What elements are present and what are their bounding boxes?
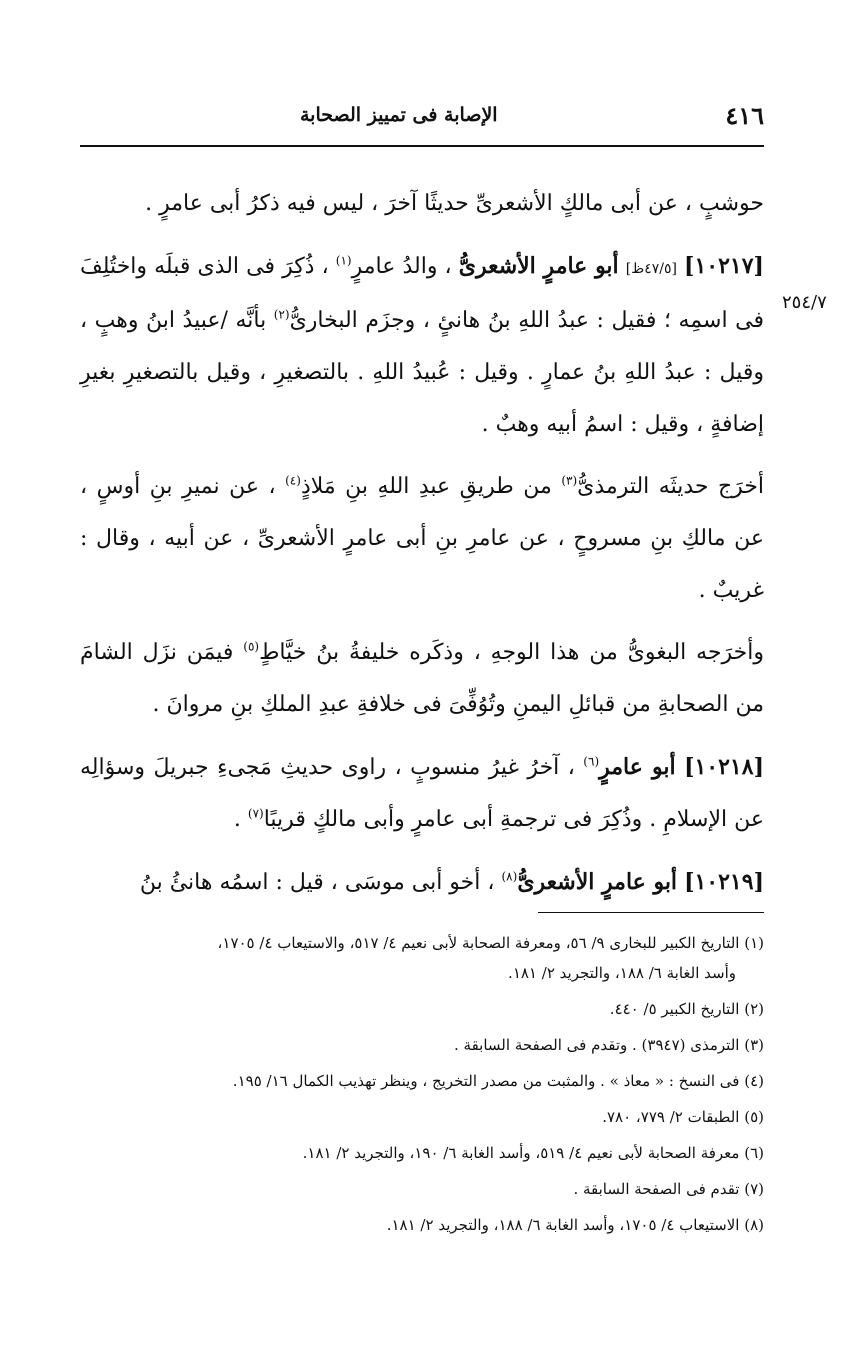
- footnotes: [80, 928, 764, 1246]
- paragraph-text: ، ذُكِرَ فى الذى قبلَه واختُلِفَ فى اسمِه ؛ فقيل : عبدُ اللهِ بنُ هانئٍ ، وجزَم البخارىُّ: [80, 254, 764, 333]
- entry-number: [١٠٢١٩]: [684, 869, 764, 895]
- paragraph-text: حوشبٍ ، عن أبى مالكٍ الأشعرىِّ حديثًا آخرَ ، ليس فيه ذكرُ أبى عامرٍ .: [145, 191, 764, 216]
- footnote: [80, 1174, 764, 1204]
- paragraph-text: .: [233, 807, 241, 832]
- footnote-text: (١) التاريخ الكبير للبخارى ٩/ ٥٦، ومعرفة الصحابة لأبى نعيم ٤/ ٥١٧، والاستيعاب ٤/ ١٧٠٥،: [217, 934, 764, 952]
- main-text: [80, 178, 764, 919]
- paragraph: [80, 627, 764, 731]
- footnote-marker: (٨): [501, 869, 518, 884]
- footnote: [80, 1138, 764, 1168]
- entry-name: أبو عامرٍ الأشعرىُّ: [458, 253, 619, 279]
- entry-name: أبو عامرٍ: [599, 754, 676, 780]
- entry-name: أبو عامرٍ الأشعرىُّ: [517, 869, 678, 895]
- paragraph-text: أخرَج حديثَه الترمذىُّ: [577, 474, 765, 499]
- entry-number: [١٠٢١٧]: [684, 253, 764, 279]
- paragraph-text: وأخرَجه البغوىُّ من هذا الوجهِ ، وذكَره خليفةُ بنُ خيَّاطٍ: [259, 640, 765, 665]
- footnote-text: (٥) الطبقات ٢/ ٧٧٩، ٧٨٠.: [602, 1108, 764, 1126]
- page-header: [80, 98, 764, 132]
- page-number: ٤١٦: [725, 100, 764, 130]
- footnote: [80, 1066, 764, 1096]
- footnote: [80, 994, 764, 1024]
- folio-reference: [٤٧/٥ظ]: [625, 261, 677, 277]
- footnote-marker: (٣): [561, 473, 578, 488]
- paragraph-text: ، أخو أبى موسَى ، قيل : اسمُه هانئُ بنُ: [139, 870, 495, 895]
- footnote-marker: (٢): [273, 307, 290, 322]
- footnote-text: (٦) معرفة الصحابة لأبى نعيم ٤/ ٥١٩، وأسد الغابة ٦/ ١٩٠، والتجريد ٢/ ١٨١.: [302, 1144, 764, 1162]
- paragraph-text: من طريقِ عبدِ اللهِ بنِ مَلاذٍ: [300, 474, 552, 499]
- paragraph-text: ، والدُ عامرٍ: [351, 254, 452, 279]
- entry-paragraph: [80, 856, 764, 909]
- footnote: [80, 928, 764, 988]
- header-rule: [80, 145, 764, 147]
- paragraph-text: فيمَن نزَل الشامَ من الصحابةِ من قبائلِ اليمنِ وتُوُفِّىَ فى خلافةِ عبدِ الملكِ بنِ مروانَ .: [80, 640, 764, 717]
- footnote-marker: (٧): [247, 806, 264, 821]
- footnote-text: (٢) التاريخ الكبير ٥/ ٤٤٠.: [609, 1000, 764, 1018]
- entry-paragraph: [80, 240, 764, 451]
- paragraph: [80, 178, 764, 230]
- footnote-continuation: وأسد الغابة ٦/ ١٨٨، والتجريد ٢/ ١٨١.: [508, 964, 736, 982]
- paragraph-text: ، آخرُ غيرُ منسوبٍ ، راوى حديثِ مَجىءِ جبريلَ وسؤالِه عن الإسلامِ . وذُكِرَ فى ترجمةِ أبى عامرٍ وأبى مالكٍ قريبًا: [80, 755, 764, 832]
- footnote-marker: (٤): [285, 473, 301, 488]
- footnote-text: (٧) تقدم فى الصفحة السابقة .: [573, 1180, 764, 1198]
- footnote-marker: (٥): [243, 639, 260, 654]
- entry-paragraph: [80, 741, 764, 846]
- footnote-text: (٨) الاستيعاب ٤/ ١٧٠٥، وأسد الغابة ٦/ ١٨٨، والتجريد ٢/ ١٨١.: [386, 1216, 764, 1234]
- footnote-marker: (١): [335, 253, 352, 268]
- paragraph-text: بأنَّه /عبيدُ ابنُ وهبٍ ، وقيل : عبدُ اللهِ بنُ عمارٍ . وقيل : عُبيدُ اللهِ . بالتصغيرِ ، وقيل بالتصغيرِ بغيرِ إضافةٍ ، وقيل : اسمُ أبيه وهبٌ .: [80, 308, 764, 437]
- footnote-text: (٣) الترمذى (٣٩٤٧) . وتقدم فى الصفحة السابقة .: [454, 1036, 764, 1054]
- entry-number: [١٠٢١٨]: [684, 754, 764, 780]
- footnote: [80, 1210, 764, 1240]
- footnote-rule: [538, 912, 764, 913]
- footnote: [80, 1030, 764, 1060]
- paragraph-text: ، عن نميرِ بنِ أوسٍ ، عن مالكِ بنِ مسروحٍ ، عن عامرِ بنِ أبى عامرٍ الأشعرىِّ ، عن أبيه ، وقال : غريبٌ .: [80, 474, 764, 603]
- margin-reference: ٢٥٤/٧: [782, 292, 827, 313]
- footnote: [80, 1102, 764, 1132]
- paragraph: [80, 461, 764, 617]
- footnote-text: (٤) فى النسخ : « معاذ » . والمثبت من مصدر التخريج ، وينظر تهذيب الكمال ١٦/ ١٩٥.: [232, 1072, 764, 1090]
- running-title: الإصابة فى تمييز الصحابة: [300, 104, 498, 126]
- footnote-marker: (٦): [583, 754, 600, 769]
